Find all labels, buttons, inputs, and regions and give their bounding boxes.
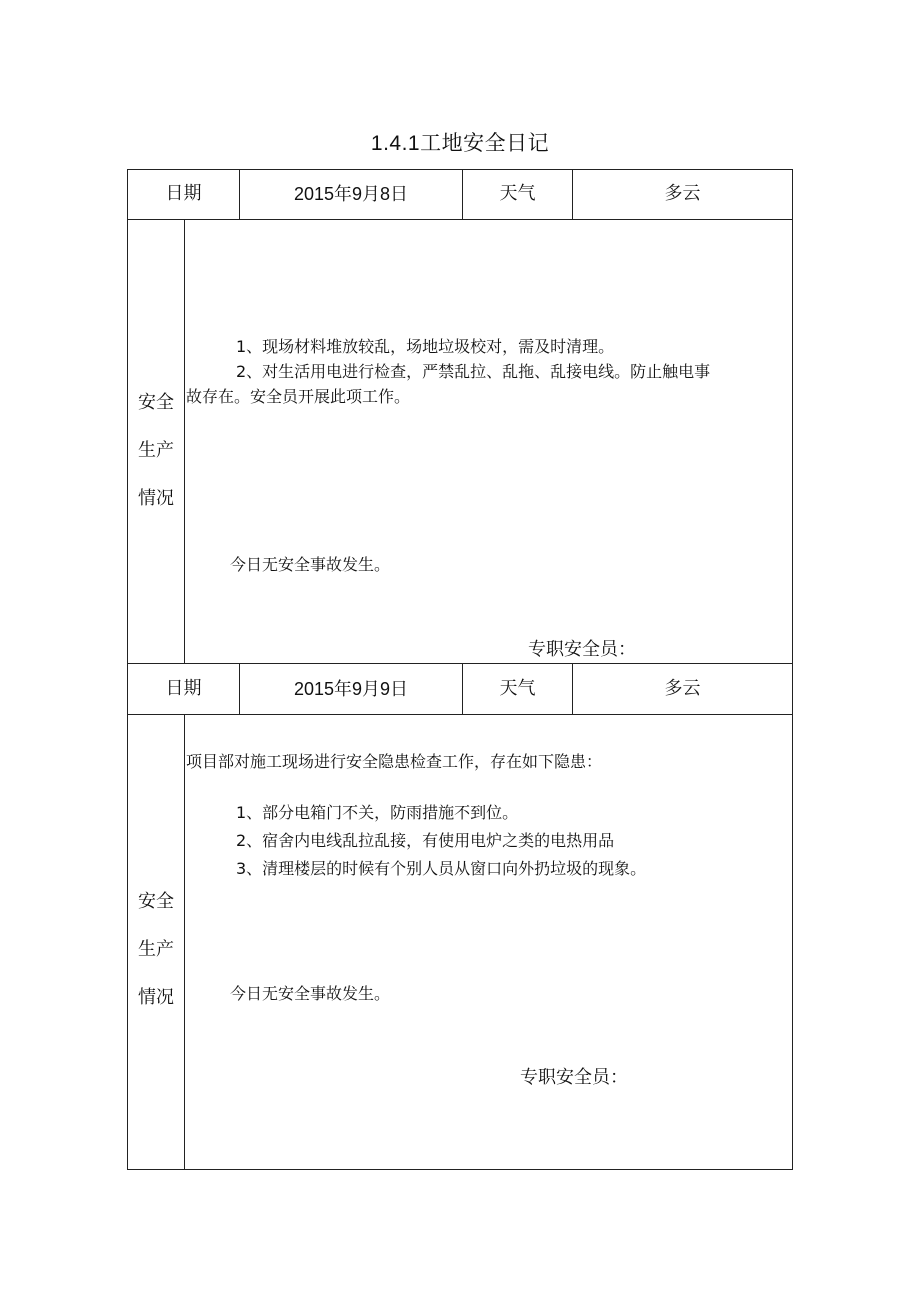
table-border-bottom [127, 1169, 793, 1170]
weather-label: 天气 [499, 678, 536, 699]
inspection-item: 3、清理楼层的时候有个别人员从窗口向外扔垃圾的现象。 [236, 859, 647, 878]
date-label: 日期 [165, 678, 202, 699]
section-label-line: 安全 [138, 392, 174, 413]
table-border-right [792, 169, 793, 1170]
inspection-item: 1、部分电箱门不关，防雨措施不到位。 [236, 803, 519, 822]
document-title: 1.4.1工地安全日记 [370, 132, 550, 155]
table-divider [127, 663, 793, 664]
date-label: 日期 [165, 183, 202, 204]
section-label-line: 安全 [138, 891, 174, 912]
safety-officer-signature: 专职安全员： [528, 639, 636, 660]
date-value: 2015年9月8日 [293, 184, 409, 204]
table-divider [127, 219, 793, 220]
inspection-intro: 项目部对施工现场进行安全隐患检查工作，存在如下隐患： [186, 752, 603, 771]
weather-label: 天气 [499, 183, 536, 204]
date-value: 2015年9月9日 [293, 679, 409, 699]
section-label-line: 情况 [138, 488, 174, 509]
weather-value: 多云 [664, 183, 701, 204]
no-accident-note: 今日无安全事故发生。 [230, 984, 391, 1003]
table-divider [184, 714, 185, 1170]
table-border-top [127, 169, 793, 170]
safety-officer-signature: 专职安全员： [520, 1067, 628, 1088]
inspection-item: 故存在。安全员开展此项工作。 [186, 387, 411, 406]
section-label-line: 生产 [138, 440, 174, 461]
table-divider [127, 714, 793, 715]
inspection-item: 1、现场材料堆放较乱，场地垃圾校对，需及时清理。 [236, 337, 615, 356]
no-accident-note: 今日无安全事故发生。 [230, 555, 391, 574]
inspection-item: 2、宿舍内电线乱拉乱接，有使用电炉之类的电热用品 [236, 831, 615, 850]
section-label-line: 生产 [138, 939, 174, 960]
inspection-item: 2、对生活用电进行检查，严禁乱拉、乱拖、乱接电线。防止触电事 [236, 362, 711, 381]
table-divider [184, 219, 185, 664]
section-label-line: 情况 [138, 987, 174, 1008]
weather-value: 多云 [664, 678, 701, 699]
